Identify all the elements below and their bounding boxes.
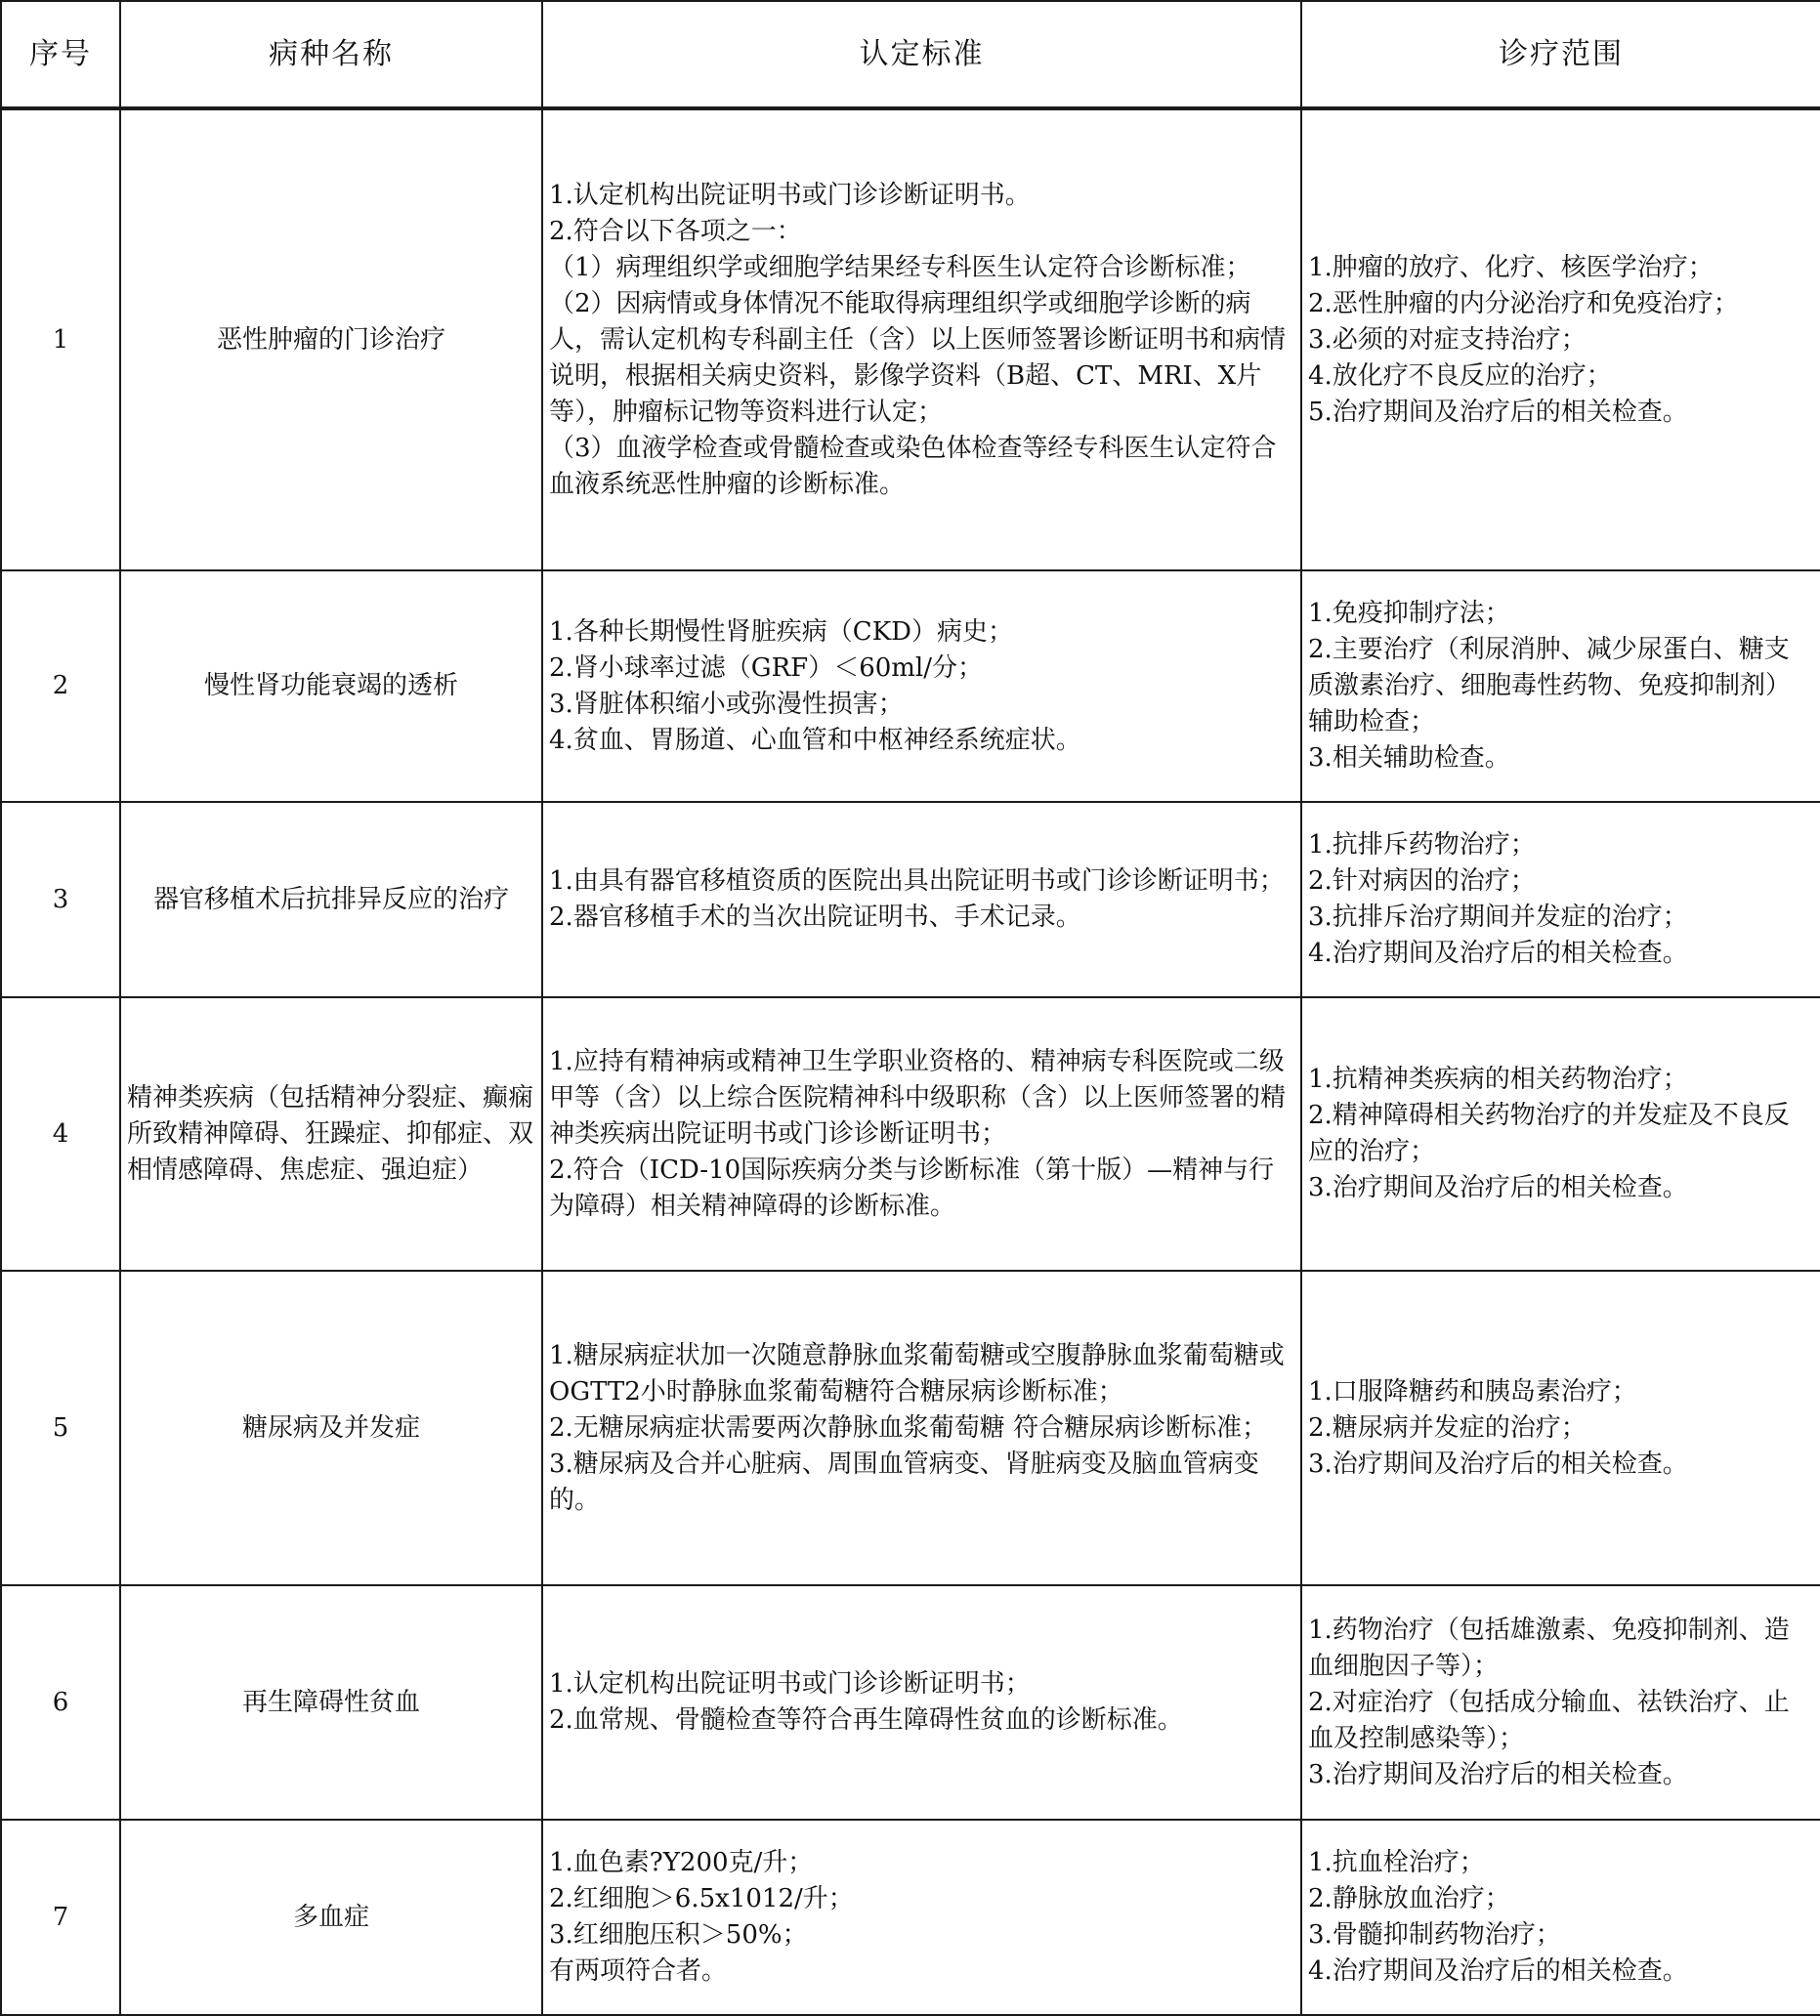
criteria-line: 2.器官移植手术的当次出院证明书、手术记录。 xyxy=(549,903,1081,932)
scope-line: 5.治疗期间及治疗后的相关检查。 xyxy=(1308,397,1688,427)
criteria-line: 1.由具有器官移植资质的医院出具出院证明书或门诊诊断证明书； xyxy=(549,866,1285,896)
criteria-cell xyxy=(542,1271,1301,1585)
criteria-line: 2.血常规、骨髓检查等符合再生障碍性贫血的诊断标准。 xyxy=(549,1705,1183,1735)
criteria-cell xyxy=(542,802,1301,997)
disease-name: 多血症 xyxy=(120,1820,542,2015)
table-row xyxy=(1,1585,1820,1820)
row-number: 6 xyxy=(1,1585,120,1820)
scope-line: 1.口服降糖药和胰岛素治疗； xyxy=(1308,1376,1637,1407)
criteria-line: 2.符合以下各项之一： xyxy=(549,216,802,246)
header-criteria: 认定标准 xyxy=(542,1,1301,108)
criteria-line: 2.符合（ICD-10国际疾病分类与诊断标准（第十版）—精神与行为障碍）相关精神障碍的诊断标准。 xyxy=(549,1155,1275,1221)
scope-line: 2.糖尿病并发症的治疗； xyxy=(1308,1412,1587,1443)
criteria-line: 2.肾小球率过滤（GRF）＜60ml/分； xyxy=(549,652,984,683)
scope-line: 3.必须的对症支持治疗； xyxy=(1308,324,1587,355)
scope-cell xyxy=(1301,108,1820,570)
row-number: 4 xyxy=(1,997,120,1271)
criteria-line: （3）血液学检查或骨髓检查或染色体检查等经专科医生认定符合血液系统恶性肿瘤的诊断标准。 xyxy=(549,433,1277,499)
criteria-line: 2.红细胞＞6.5x1012/升； xyxy=(549,1884,854,1913)
table-row xyxy=(1,997,1820,1271)
scope-line: 1.肿瘤的放疗、化疗、核医学治疗； xyxy=(1308,252,1714,282)
criteria-line: 有两项符合者。 xyxy=(549,1956,728,1986)
table-row xyxy=(1,1820,1820,2015)
scope-line: 4.放化疗不良反应的治疗； xyxy=(1308,360,1612,391)
criteria-cell xyxy=(542,1585,1301,1820)
row-number: 2 xyxy=(1,570,120,802)
criteria-line: 3.糖尿病及合并心脏病、周围血管病变、肾脏病变及脑血管病变的。 xyxy=(549,1449,1259,1515)
table-row xyxy=(1,802,1820,997)
criteria-cell xyxy=(542,1820,1301,2015)
criteria-line: 1.应持有精神病或精神卫生学职业资格的、精神病专科医院或二级甲等（含）以上综合医院精神科中级职称（含）以上医师签署的精神类疾病出院证明书或门诊诊断证明书； xyxy=(549,1046,1287,1149)
criteria-line: （1）病理组织学或细胞学结果经专科医生认定符合诊断标准； xyxy=(549,252,1251,282)
header-row xyxy=(1,1,1820,108)
header-scope: 诊疗范围 xyxy=(1301,1,1820,108)
criteria-cell xyxy=(542,108,1301,570)
disease-name: 精神类疾病（包括精神分裂症、癫痫所致精神障碍、狂躁症、抑郁症、双相情感障碍、焦虑症、强迫症） xyxy=(120,997,542,1271)
scope-line: 2.恶性肿瘤的内分泌治疗和免疫治疗； xyxy=(1308,288,1739,318)
disease-name: 器官移植术后抗排异反应的治疗 xyxy=(120,802,542,997)
disease-name: 恶性肿瘤的门诊治疗 xyxy=(120,108,542,570)
scope-line: 2.静脉放血治疗； xyxy=(1308,1884,1510,1913)
scope-line: 2.对症治疗（包括成分输血、祛铁治疗、止血及控制感染等）； xyxy=(1308,1687,1790,1753)
table-row xyxy=(1,570,1820,802)
scope-cell xyxy=(1301,1585,1820,1820)
criteria-line: 3.红细胞压积＞50%； xyxy=(549,1920,808,1950)
header-no: 序号 xyxy=(1,1,120,108)
scope-line: 4.治疗期间及治疗后的相关检查。 xyxy=(1308,1956,1688,1986)
scope-line: 1.抗精神类疾病的相关药物治疗； xyxy=(1308,1065,1688,1094)
scope-line: 4.治疗期间及治疗后的相关检查。 xyxy=(1308,939,1688,968)
criteria-line: 4.贫血、胃肠道、心血管和中枢神经系统症状。 xyxy=(549,725,1081,755)
header-disease-name: 病种名称 xyxy=(120,1,542,108)
criteria-line: 1.血色素?Y200克/升； xyxy=(549,1848,814,1877)
scope-line: 3.治疗期间及治疗后的相关检查。 xyxy=(1308,1173,1688,1202)
scope-line: 3.抗排斥治疗期间并发症的治疗； xyxy=(1308,903,1688,932)
scope-line: 2.针对病因的治疗； xyxy=(1308,866,1536,896)
scope-line: 3.骨髓抑制药物治疗； xyxy=(1308,1920,1561,1950)
scope-cell xyxy=(1301,802,1820,997)
scope-line: 3.相关辅助检查。 xyxy=(1308,743,1510,773)
scope-line: 1.抗血栓治疗； xyxy=(1308,1848,1485,1877)
criteria-cell xyxy=(542,997,1301,1271)
row-number: 7 xyxy=(1,1820,120,2015)
scope-line: 2.主要治疗（利尿消肿、减少尿蛋白、糖支质激素治疗、细胞毒性药物、免疫抑制剂）辅助检查； xyxy=(1308,635,1792,736)
criteria-line: 1.认定机构出院证明书或门诊诊断证明书。 xyxy=(549,180,1031,210)
scope-line: 3.治疗期间及治疗后的相关检查。 xyxy=(1308,1449,1688,1479)
scope-line: 1.免疫抑制疗法； xyxy=(1308,599,1510,628)
disease-name: 糖尿病及并发症 xyxy=(120,1271,542,1585)
table-row xyxy=(1,1271,1820,1585)
criteria-line: 3.肾脏体积缩小或弥漫性损害； xyxy=(549,689,904,719)
scope-line: 1.抗排斥药物治疗； xyxy=(1308,830,1536,860)
scope-line: 1.药物治疗（包括雄激素、免疫抑制剂、造血细胞因子等）； xyxy=(1308,1615,1790,1681)
criteria-line: 1.各种长期慢性肾脏疾病（CKD）病史； xyxy=(549,616,1013,647)
criteria-line: 1.糖尿病症状加一次随意静脉血浆葡萄糖或空腹静脉血浆葡萄糖或OGTT2小时静脉血浆葡萄糖符合糖尿病诊断标准； xyxy=(549,1340,1285,1407)
criteria-cell xyxy=(542,570,1301,802)
scope-line: 3.治疗期间及治疗后的相关检查。 xyxy=(1308,1759,1688,1789)
scope-cell xyxy=(1301,1271,1820,1585)
row-number: 3 xyxy=(1,802,120,997)
scope-line: 2.精神障碍相关药物治疗的并发症及不良反应的治疗； xyxy=(1308,1101,1790,1166)
row-number: 5 xyxy=(1,1271,120,1585)
scope-cell xyxy=(1301,570,1820,802)
row-number: 1 xyxy=(1,108,120,570)
criteria-line: （2）因病情或身体情况不能取得病理组织学或细胞学诊断的病人，需认定机构专科副主任（含）以上医师签署诊断证明书和病情说明，根据相关病史资料，影像学资料（B超、CT、MRI、X片等），肿瘤标记物等资料进行认定； xyxy=(549,288,1287,427)
criteria-line: 2.无糖尿病症状需要两次静脉血浆葡萄糖 符合糖尿病诊断标准； xyxy=(549,1412,1268,1443)
scope-cell xyxy=(1301,997,1820,1271)
scope-cell xyxy=(1301,1820,1820,2015)
disease-name: 再生障碍性贫血 xyxy=(120,1585,542,1820)
disease-name: 慢性肾功能衰竭的透析 xyxy=(120,570,542,802)
criteria-line: 1.认定机构出院证明书或门诊诊断证明书； xyxy=(549,1669,1031,1699)
table-row xyxy=(1,108,1820,570)
